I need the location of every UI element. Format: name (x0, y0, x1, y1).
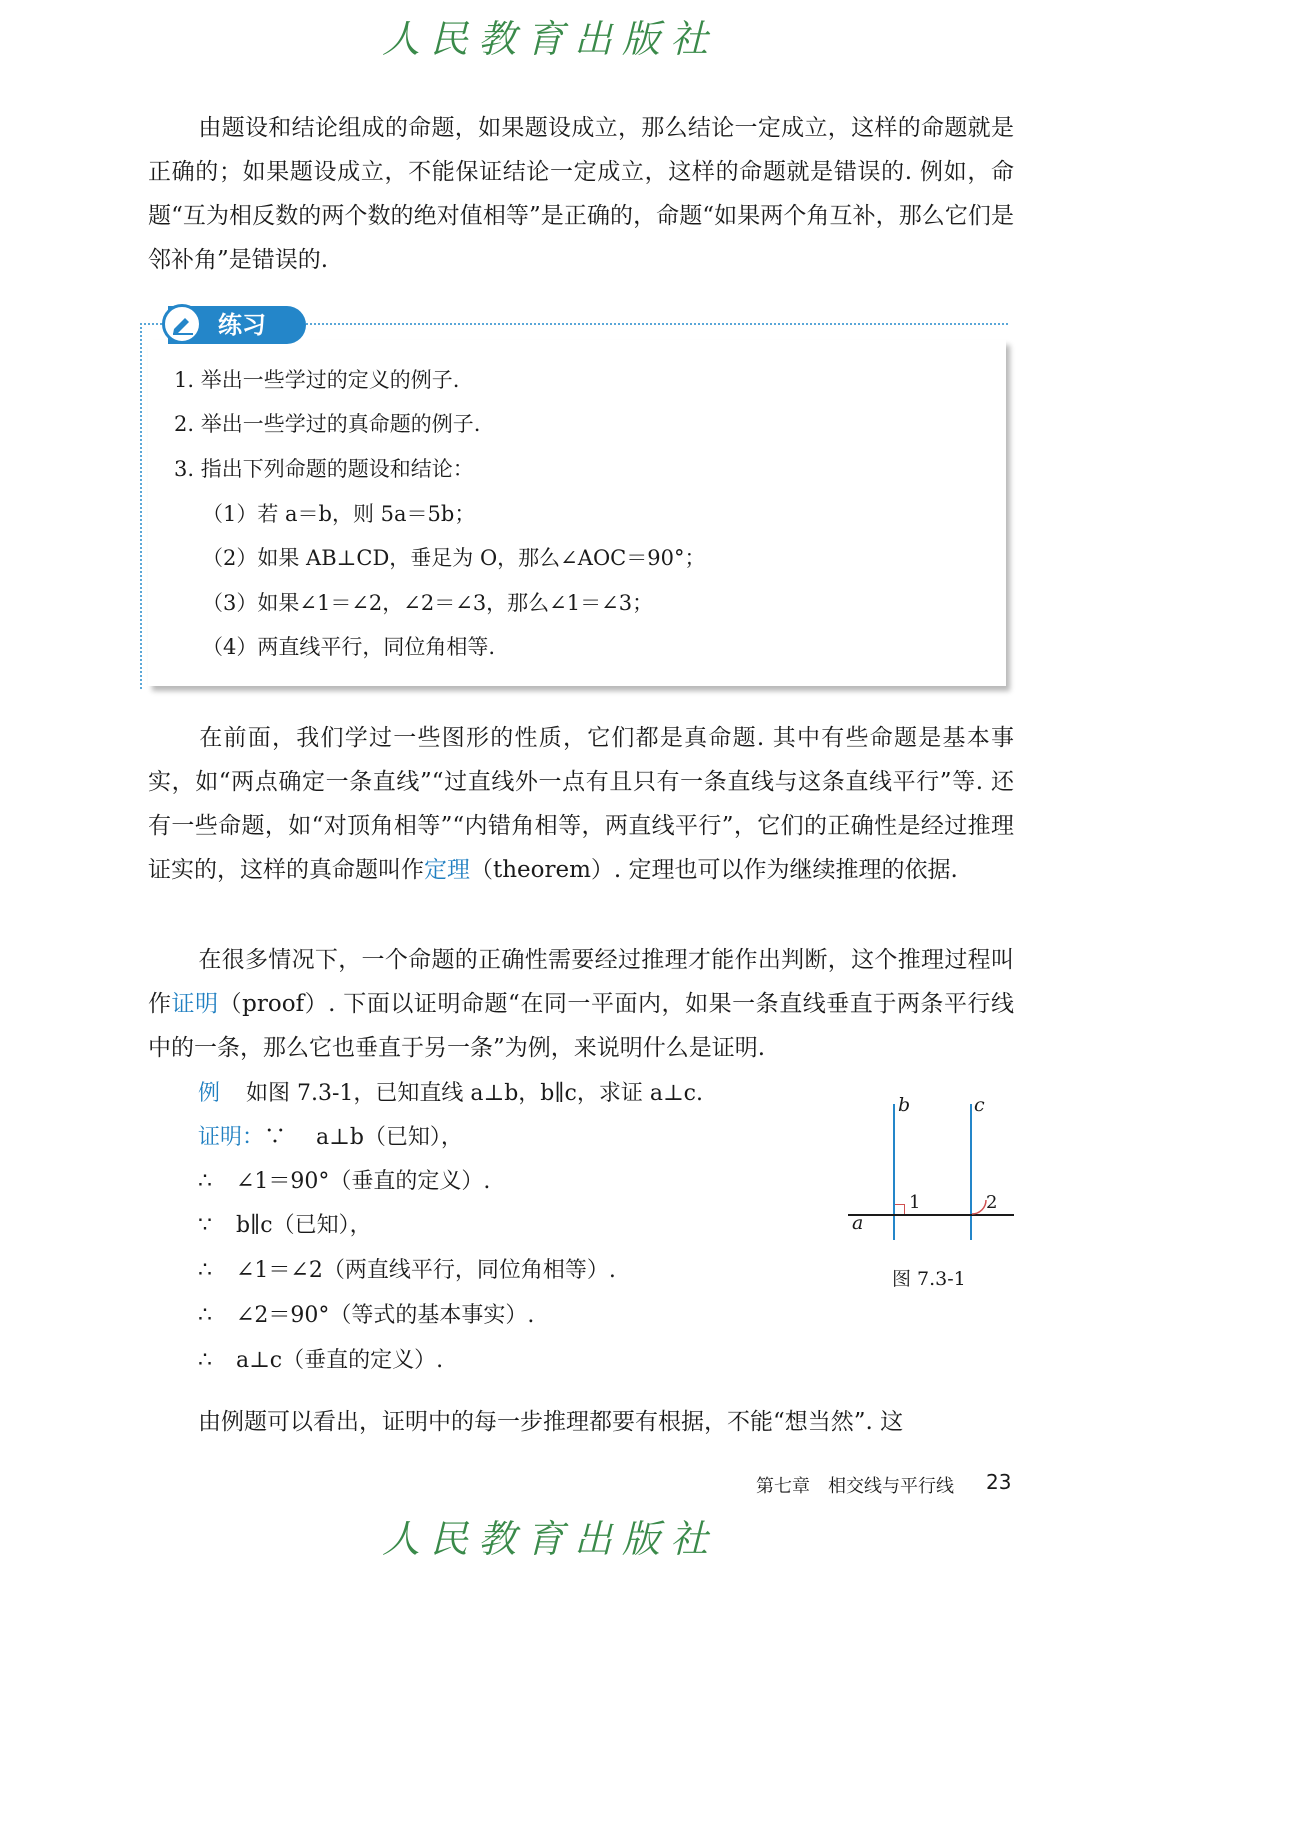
example-label: 例 (198, 1081, 221, 1106)
theorem-paragraph: 在前面，我们学过一些图形的性质，它们都是真命题. 其中有些命题是基本事实，如“两点确定一条直线”“过直线外一点有且只有一条直线与这条直线平行”等. 还有一些命题，如“对顶角相等”“内错角相等，两直线平行”，它们的正确性是经过推理证实的，这样的真命题叫作定理（theorem）. 定理也可以作为继续推理的依据. (148, 725, 1014, 883)
exercise-sub-item-1: （1）若 a＝b，则 5a＝5b； (202, 502, 476, 526)
proof-step-5: ∴ ∠2＝90°（等式的基本事实）. (198, 1303, 535, 1328)
term-theorem: 定理 (424, 857, 470, 883)
term-proof: 证明 (171, 991, 219, 1017)
figure-line-c (970, 1104, 972, 1240)
exercise-item-1: 1. 举出一些学过的定义的例子. (174, 368, 460, 392)
proof-step-1: 证明：∵ a⊥b（已知）， (198, 1125, 463, 1150)
proof-label: 证明： (198, 1125, 265, 1150)
page-number: 23 (986, 1470, 1012, 1494)
exercise-sub-item-3: （3）如果∠1＝∠2，∠2＝∠3，那么∠1＝∠3； (202, 591, 654, 615)
exercise-sub-item-4: （4）两直线平行，同位角相等. (202, 635, 496, 659)
exercise-sub-item-2: （2）如果 AB⊥CD，垂足为 O，那么∠AOC＝90°； (202, 546, 706, 570)
proof-step-4: ∴ ∠1＝∠2（两直线平行，同位角相等）. (198, 1258, 616, 1283)
figure-caption: 图 7.3-1 (892, 1268, 966, 1290)
figure-label-b: b (898, 1094, 911, 1116)
proof-paragraph: 在很多情况下，一个命题的正确性需要经过推理才能作出判断，这个推理过程叫作证明（proof）. 下面以证明命题“在同一平面内，如果一条直线垂直于两条平行线中的一条，那么它也垂直于另一条”为例，来说明什么是证明. (148, 947, 1015, 1061)
figure-label-angle-1: 1 (909, 1192, 921, 1213)
pencil-icon (162, 304, 202, 344)
exercise-item-2: 2. 举出一些学过的真命题的例子. (174, 412, 481, 436)
figure-line-b (893, 1104, 895, 1240)
proof-step-2: ∴ ∠1＝90°（垂直的定义）. (198, 1169, 491, 1194)
example-statement: 例 如图 7.3-1，已知直线 a⊥b，b∥c，求证 a⊥c. (198, 1081, 703, 1106)
proof-step-6: ∴ a⊥c（垂直的定义）. (198, 1348, 444, 1373)
exercise-border-top (306, 323, 1008, 325)
closing-paragraph: 由例题可以看出，证明中的每一步推理都要有根据，不能“想当然”. 这 (198, 1409, 904, 1435)
intro-paragraph: 由题设和结论组成的命题，如果题设成立，那么结论一定成立，这样的命题就是正确的；如果题设成立，不能保证结论一定成立，这样的命题就是错误的. 例如，命题“互为相反数的两个数的绝对值相等”是正确的，命题“如果两个角互补，那么它们是邻补角”是错误的. (148, 115, 1014, 273)
right-angle-mark (895, 1204, 905, 1214)
figure-label-angle-2: 2 (986, 1192, 998, 1213)
publisher-logo-bottom: 人民教育出版社 (381, 1517, 718, 1561)
proof-step-3: ∵ b∥c（已知）， (198, 1213, 372, 1238)
exercise-item-3: 3. 指出下列命题的题设和结论： (174, 457, 474, 481)
figure-label-c: c (974, 1094, 985, 1116)
exercise-title: 练习 (218, 311, 266, 339)
exercise-border-left (140, 323, 142, 689)
publisher-logo-top: 人民教育出版社 (381, 17, 718, 61)
figure-label-a: a (852, 1212, 864, 1234)
chapter-footer: 第七章 相交线与平行线 (756, 1476, 954, 1497)
